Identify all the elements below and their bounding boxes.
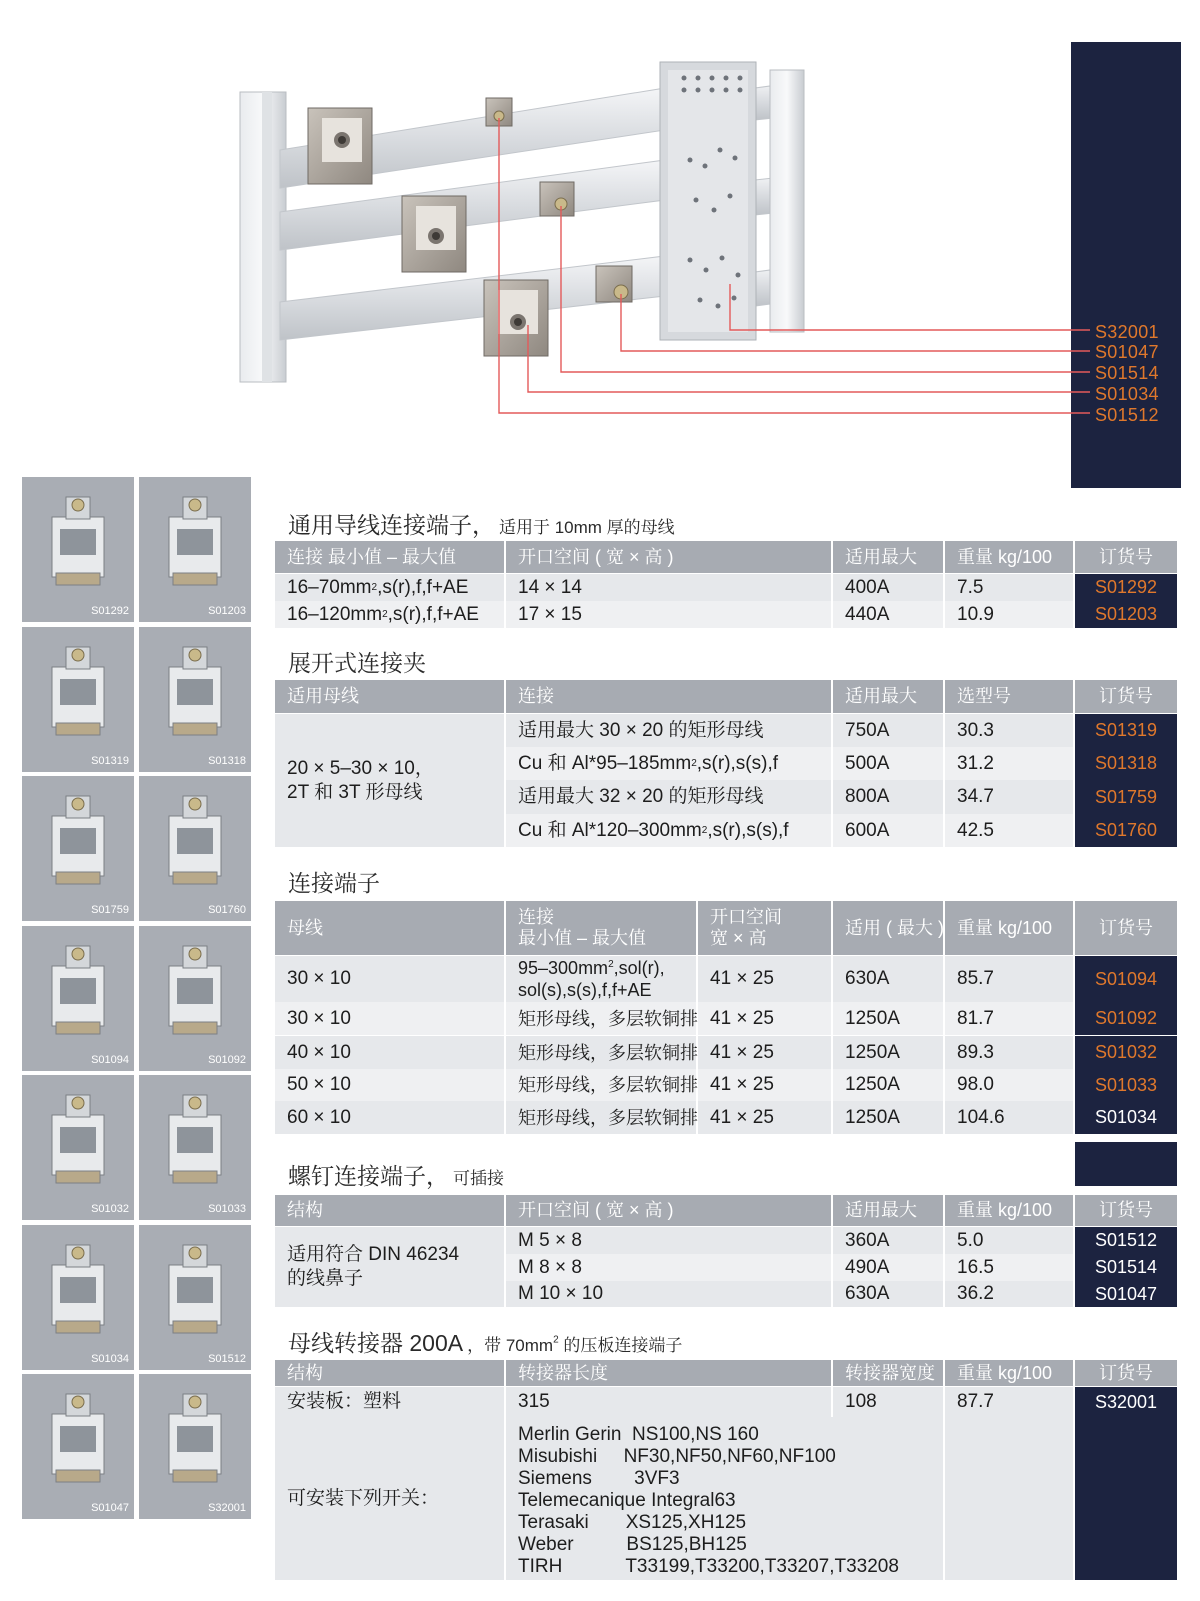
busbar-assembly-illustration xyxy=(0,0,1200,490)
table-row: M 10 × 10 630A 36.2 xyxy=(506,1281,1075,1307)
thumbnail-code: S01203 xyxy=(208,605,246,617)
callout-code: S01034 xyxy=(1095,384,1159,404)
table-row: 50 × 10 矩形母线，多层软铜排 41 × 25 1250A 98.0 xyxy=(275,1069,1075,1101)
thumbnail-code: S01092 xyxy=(208,1053,246,1066)
terminal-image xyxy=(22,776,134,921)
table-row: 60 × 10 矩形母线，多层软铜排 41 × 25 1250A 104.6 xyxy=(275,1101,1075,1134)
terminal-image xyxy=(22,926,134,1071)
clamp-large-middle xyxy=(402,196,466,272)
order-code: S01034 xyxy=(1075,1101,1177,1134)
hero-section xyxy=(0,0,1200,490)
product-thumbnail xyxy=(22,1374,134,1519)
product-thumbnail xyxy=(22,477,134,622)
order-code: S01759 xyxy=(1075,780,1177,814)
order-code: S01032 xyxy=(1075,1036,1177,1069)
thumbnail-code: S01512 xyxy=(208,1352,246,1365)
switch-list xyxy=(506,1417,945,1580)
table-row: 安装板：塑料 315 108 87.7 xyxy=(275,1387,1075,1417)
table-row: Cu 和 Al*95–185mm 2 ,s(r),s(s),f 500A 31.2 xyxy=(506,747,1075,780)
terminal-image xyxy=(22,627,134,772)
terminal-image xyxy=(139,627,251,772)
terminal-image xyxy=(22,1374,134,1519)
product-thumbnail xyxy=(22,1225,134,1370)
order-code: S01047 xyxy=(1075,1281,1177,1307)
thumbnail-code: S01759 xyxy=(91,904,129,916)
order-code: S01318 xyxy=(1075,747,1177,780)
table-header: 结构 转接器长度 转接器宽度 重量 kg/100 订货号 xyxy=(275,1360,1177,1386)
product-thumbnail xyxy=(139,477,251,622)
switch-model-line: Terasaki XS125,XH125 xyxy=(518,1512,747,1533)
table-header: 连接 最小值 – 最大值 开口空间 ( 宽 × 高 ) 适用最大 重量 kg/100 订货号 xyxy=(275,541,1177,573)
section-title-connection-terminal: 连接端子 xyxy=(288,870,380,896)
callout-code: S01047 xyxy=(1095,342,1159,362)
section-title-spread-clamp: 展开式连接夹 xyxy=(288,650,426,676)
terminal-image xyxy=(139,1075,251,1220)
table-row: M 8 × 8 490A 16.5 xyxy=(506,1254,1075,1281)
structure-cell: 适用符合 DIN 46234 的线鼻子 xyxy=(275,1227,506,1307)
terminal-image xyxy=(22,1225,134,1370)
section-title-busbar-adapter: 母线转接器 200A ，带 $70mm^2$ 的压板连接端子 xyxy=(288,1330,683,1356)
switch-model-line: Siemens 3VF3 xyxy=(518,1468,680,1489)
product-thumbnail xyxy=(139,1075,251,1220)
callout-code: S32001 xyxy=(1095,322,1159,342)
order-code: S32001 xyxy=(1075,1387,1177,1417)
table-row: 适用最大 30 × 20 的矩形母线 750A 30.3 xyxy=(506,714,1075,747)
table-row: 适用最大 32 × 20 的矩形母线 800A 34.7 xyxy=(506,780,1075,814)
order-column-fill xyxy=(1075,1417,1177,1580)
table-row: 16–70mm 2 ,s(r),f,f+AE 14 × 14 400A 7.5 xyxy=(275,574,1075,601)
terminal-image xyxy=(139,1374,251,1519)
screw-terminal-middle xyxy=(540,182,574,216)
order-code: S01760 xyxy=(1075,814,1177,847)
order-column-fill xyxy=(1075,1142,1177,1186)
table-header: 适用母线 连接 适用最大 选型号 订货号 xyxy=(275,680,1177,713)
order-code: S01512 xyxy=(1075,1227,1177,1254)
product-thumbnail xyxy=(139,776,251,921)
thumbnail-code: S01760 xyxy=(208,904,246,916)
table-row: 30 × 10 矩形母线，多层软铜排 41 × 25 1250A 81.7 xyxy=(275,1002,1075,1035)
terminal-image xyxy=(22,477,134,622)
switch-model-line: Merlin Gerin NS100,NS 160 xyxy=(518,1424,759,1445)
compatible-switches-row: 可安装下列开关： Merlin Gerin NS100,NS 160 Misubishi NF30,NF50,NF60,NF100 Siemens 3VF3 Telemecanique Integral63 Terasaki XS125,XH125 Weber BS125,BH125 TIRH T33199,T33200,T33207,T33208 xyxy=(275,1417,1075,1580)
thumbnail-code: S01318 xyxy=(208,754,246,767)
product-thumbnail xyxy=(22,776,134,921)
section-title-universal-terminal: 通用导线连接端子， 适用于 10mm 厚的母线 xyxy=(288,512,675,538)
switch-model-line: TIRH T33199,T33200,T33207,T33208 xyxy=(518,1556,899,1577)
switch-model-line: Weber BS125,BH125 xyxy=(518,1534,747,1555)
screw-terminal-bottom xyxy=(596,266,632,302)
order-code: S01092 xyxy=(1075,1002,1177,1035)
table-row: 16–120mm 2 ,s(r),f,f+AE 17 × 15 440A 10.9 xyxy=(275,601,1075,628)
product-thumbnail xyxy=(139,627,251,772)
table-row: M 5 × 8 360A 5.0 xyxy=(506,1227,1075,1254)
table-header: 结构 开口空间 ( 宽 × 高 ) 适用最大 重量 kg/100 订货号 xyxy=(275,1195,1177,1226)
terminal-image xyxy=(139,776,251,921)
table-header: 母线 连接 最小值 – 最大值 开口空间 宽 × 高 适用 ( 最大 ) 重量 kg/100 订货号 xyxy=(275,901,1177,955)
order-code: S01292 xyxy=(1075,574,1177,601)
table-row: 30 × 10 $95-300mm^2,sol(r)$, sol(s),s(s),f,f+AE 41 × 25 630A 85.7 xyxy=(275,956,1075,1002)
thumbnail-code: S32001 xyxy=(208,1502,246,1514)
thumbnail-code: S01034 xyxy=(91,1352,129,1365)
order-code: S01033 xyxy=(1075,1069,1177,1101)
terminal-image xyxy=(22,1075,134,1220)
order-code: S01203 xyxy=(1075,601,1177,628)
switch-model-line: Misubishi NF30,NF50,NF60,NF100 xyxy=(518,1446,836,1467)
order-code: S01514 xyxy=(1075,1254,1177,1281)
thumbnail-code: S01033 xyxy=(208,1203,246,1215)
product-thumbnail xyxy=(139,1374,251,1519)
callout-code: S01512 xyxy=(1095,405,1159,425)
thumbnail-code: S01047 xyxy=(91,1502,129,1514)
thumbnail-code: S01032 xyxy=(91,1203,129,1215)
clamp-large-bottom xyxy=(484,280,548,356)
terminal-image xyxy=(139,477,251,622)
clamp-large-top xyxy=(308,108,372,184)
busbar-cell: 20 × 5–30 × 10， 2T 和 3T 形母线 xyxy=(275,714,506,847)
terminal-image xyxy=(139,926,251,1071)
thumbnail-code: S01319 xyxy=(91,754,129,767)
product-thumbnail xyxy=(139,1225,251,1370)
thumbnail-code: S01292 xyxy=(91,605,129,617)
callout-code: S01514 xyxy=(1095,363,1159,383)
terminal-image xyxy=(139,1225,251,1370)
table-row: Cu 和 Al*120–300mm 2 ,s(r),s(s),f 600A 42.5 xyxy=(506,814,1075,847)
section-title-screw-terminal: 螺钉连接端子， 可插接 xyxy=(288,1163,504,1189)
table-row: 40 × 10 矩形母线，多层软铜排 41 × 25 1250A 89.3 xyxy=(275,1036,1075,1069)
product-thumbnail xyxy=(139,926,251,1071)
switch-model-line: Telemecanique Integral63 xyxy=(518,1490,736,1511)
thumbnail-code: S01094 xyxy=(91,1053,129,1066)
product-thumbnail xyxy=(22,627,134,772)
order-code: S01319 xyxy=(1075,714,1177,747)
product-thumbnail xyxy=(22,926,134,1071)
order-code: S01094 xyxy=(1075,956,1177,1002)
product-thumbnail xyxy=(22,1075,134,1220)
